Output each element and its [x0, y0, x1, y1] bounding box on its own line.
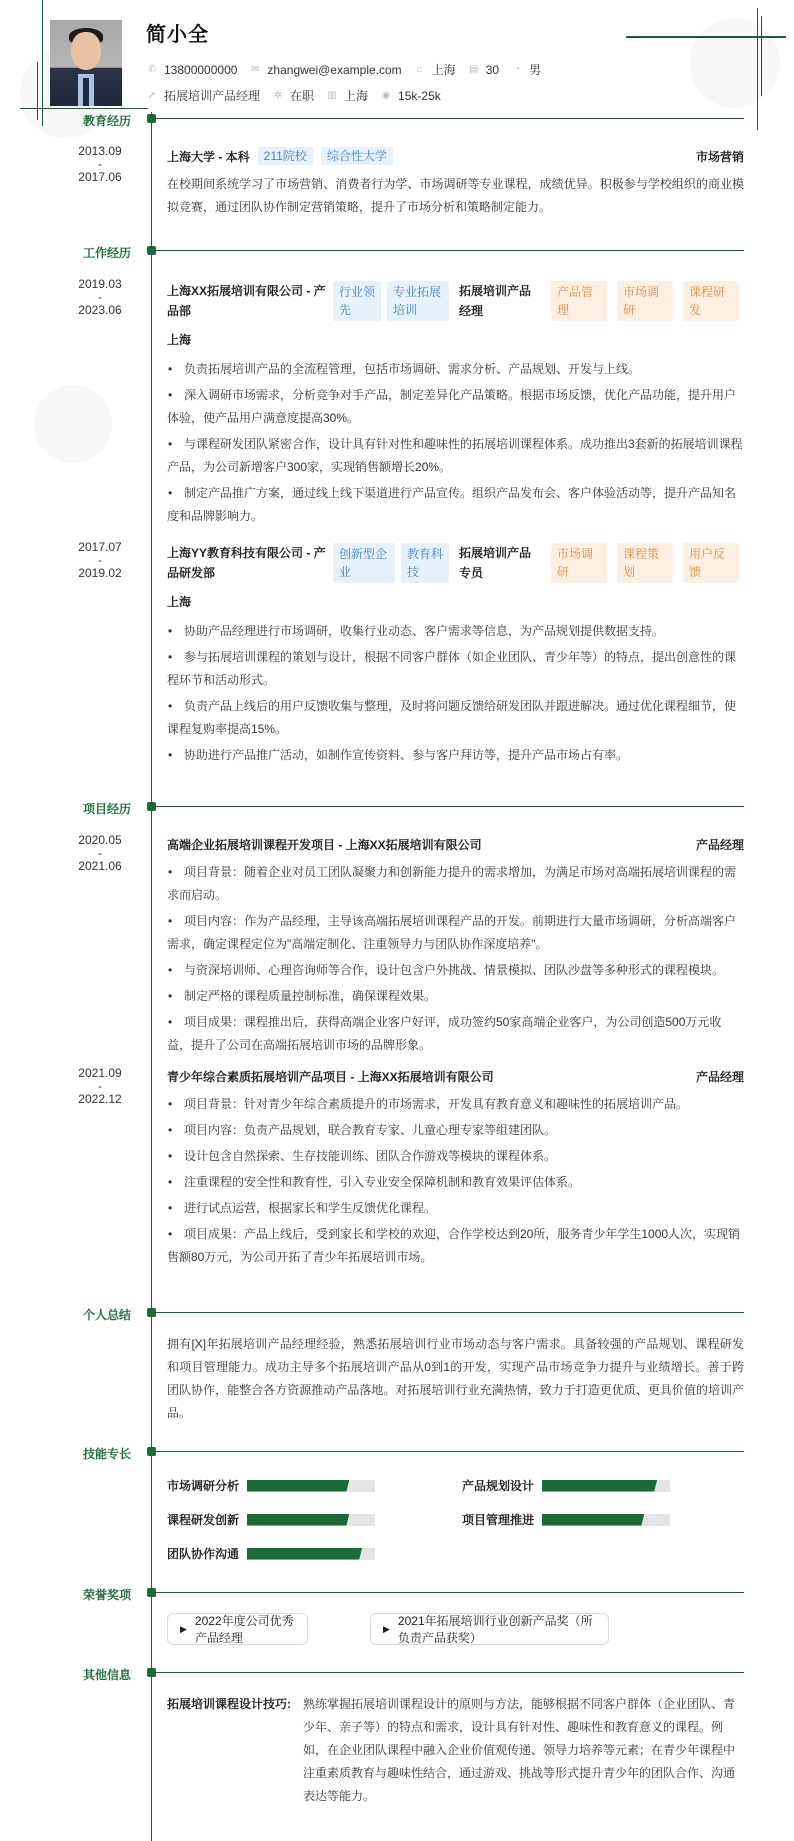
work-entry: [167, 543, 744, 770]
email-value[interactable]: zhangwei@example.com: [267, 62, 402, 77]
decorative-circle: [690, 18, 780, 108]
skill-item: [462, 1477, 670, 1494]
list-item: • 项目背景：随着企业对员工团队凝聚力和创新能力提升的需求增加，为满足市场对高端拓展培训课程的需求而启动。: [167, 861, 744, 907]
list-item: • 协助产品经理进行市场调研，收集行业动态、客户需求等信息，为产品规划提供数据支持。: [167, 620, 744, 643]
skill-tag: 产品管理: [551, 281, 607, 321]
school-name: 上海大学 - 本科: [167, 150, 250, 164]
decorative-line: [761, 16, 762, 96]
building-icon: ▥: [327, 90, 337, 101]
section-divider: [154, 1592, 744, 1593]
status-value: 在职: [290, 89, 315, 103]
work-date: 2017.07 - 2019.02: [78, 540, 122, 580]
job-title: 拓展培训产品专员: [459, 546, 532, 580]
list-item: • 参与拓展培训课程的策划与设计，根据不同客户群体（如企业团队、青少年等）的特点，提出创意性的课程环节和活动形式。: [167, 646, 744, 692]
money-icon: ◉: [381, 90, 391, 101]
award-badge: [370, 1613, 609, 1645]
list-item: • 制定严格的课程质量控制标准，确保课程效果。: [167, 985, 744, 1008]
list-item: • 进行试点运营，根据家长和学生反馈优化课程。: [167, 1197, 744, 1220]
skill-name: 产品规划设计: [462, 1479, 535, 1493]
project-bullets: [167, 1093, 744, 1269]
status-icon: ✲: [273, 90, 283, 101]
company-tag: 教育科技: [401, 543, 449, 583]
major: 市场营销: [695, 150, 744, 164]
project-date: 2021.09 - 2022.12: [78, 1066, 122, 1106]
list-item: • 项目成果：课程推出后，获得高端企业客户好评，成功签约50家高端企业客户，为公司创造500万元收益，提升了公司在高端拓展培训市场的品牌形象。: [167, 1011, 744, 1057]
target-position-value: 拓展培训产品经理: [164, 89, 261, 103]
skill-bar: [247, 1514, 375, 1526]
school-tag: 211院校: [258, 147, 313, 165]
other-info-item: [167, 1693, 744, 1808]
salary-value: 15k-25k: [398, 88, 441, 103]
decorative-line: [20, 108, 148, 109]
list-item: • 与资深培训师、心理咨询师等合作，设计包含户外挑战、情景模拟、团队沙盘等多种形式的课程模块。: [167, 959, 744, 982]
project-name: 青少年综合素质拓展培训产品项目 - 上海XX拓展培训有限公司: [167, 1070, 494, 1084]
skill-tag: 课程研发: [683, 281, 739, 321]
skill-item: [462, 1511, 670, 1528]
skill-bar: [542, 1514, 670, 1526]
list-item: • 设计包含自然探索、生存技能训练、团队合作游戏等模块的课程体系。: [167, 1145, 744, 1168]
summary-text: 拥有[X]年拓展培训产品经理经验，熟悉拓展培训行业市场动态与客户需求。具备较强的产品规划、课程研发和项目管理能力。成功主导多个拓展培训产品从0到1的开发，实现产品市场竞争力提升与业绩增长。善于跨团队协作，能整合各方资源推动产品落地。对拓展培训行业充满热情，致力于打造更优质、更具价值的培训产品。: [167, 1337, 744, 1420]
list-item: • 负责拓展培训产品的全流程管理，包括市场调研、需求分析、产品规划、开发与上线。: [167, 358, 744, 381]
project-date: 2020.05 - 2021.06: [78, 833, 122, 873]
job-title: 拓展培训产品经理: [459, 284, 532, 318]
project-role: 产品经理: [695, 1070, 744, 1084]
skill-bar: [247, 1480, 375, 1492]
project-entry: [167, 1067, 744, 1272]
section-title-projects: 项目经历: [82, 802, 131, 816]
phone-value: 13800000000: [164, 62, 238, 77]
section-title-work: 工作经历: [82, 246, 131, 260]
section-divider: [154, 1312, 744, 1313]
job-intent-row: [146, 87, 453, 104]
gender-value: 男: [529, 63, 542, 77]
list-item: • 协助进行产品推广活动，如制作宣传资料、参与客户拜访等，提升产品市场占有率。: [167, 744, 744, 767]
timeline-axis: [151, 112, 152, 1841]
decorative-circle: [34, 385, 112, 463]
section-title-skills: 技能专长: [82, 1447, 131, 1461]
work-location: 上海: [167, 595, 192, 609]
send-icon: ➚: [147, 90, 157, 101]
award-label: 2022年度公司优秀产品经理: [194, 1614, 294, 1645]
list-item: • 项目背景：针对青少年综合素质提升的市场需求，开发具有教育意义和趣味性的拓展培训产品。: [167, 1093, 744, 1116]
section-divider: [154, 1672, 744, 1673]
company-name: 上海XX拓展培训有限公司 - 产品部: [167, 284, 326, 318]
calendar-icon: ▤: [468, 64, 479, 75]
skill-item: [167, 1477, 375, 1494]
mail-icon: ✉: [251, 64, 260, 75]
other-info-label: 拓展培训课程设计技巧:: [167, 1697, 291, 1711]
triangle-icon: ▶: [383, 1623, 390, 1634]
list-item: • 深入调研市场需求，分析竞争对手产品，制定差异化产品策略。根据市场反馈，优化产品功能，提升用户体验，使产品用户满意度提高30%。: [167, 384, 744, 430]
education-date: 2013.09 - 2017.06: [78, 144, 122, 184]
company-tag: 创新型企业: [333, 543, 395, 583]
list-item: • 项目成果：产品上线后，受到家长和学校的欢迎，合作学校达到20所，服务青少年学生1000人次，实现销售额80万元，为公司开拓了青少年拓展培训市场。: [167, 1223, 744, 1269]
school-tag: 综合性大学: [321, 147, 393, 165]
section-title-other: 其他信息: [82, 1668, 131, 1682]
skill-tag: 用户反馈: [683, 543, 739, 583]
decorative-line: [757, 8, 758, 130]
list-item: • 与课程研发团队紧密合作，设计具有针对性和趣味性的拓展培训课程体系。成功推出3套新的拓展培训课程产品，为公司新增客户300家，实现销售额增长20%。: [167, 433, 744, 479]
project-entry: [167, 835, 744, 1060]
skill-name: 团队协作沟通: [167, 1547, 240, 1561]
company-name: 上海YY教育科技有限公司 - 产品研发部: [167, 546, 326, 580]
other-info-value: 熟练掌握拓展培训课程设计的原则与方法，能够根据不同客户群体（企业团队、青少年、亲子等）的特点和需求，设计具有针对性、趣味性和教育意义的课程。例如，在企业团队课程中融入企业价值观传递、领导力培养等元素；在青少年课程中注重素质教育与趣味性结合，通过游戏、挑战等形式提升青少年的团队合作、沟通表达等能力。: [303, 1697, 736, 1803]
work-location: 上海: [167, 333, 192, 347]
project-bullets: [167, 861, 744, 1057]
phone-icon: ✆: [147, 64, 157, 75]
award-label: 2021年拓展培训行业创新产品奖（所负责产品获奖）: [397, 1614, 593, 1645]
work-entry: [167, 281, 744, 531]
skill-name: 项目管理推进: [462, 1513, 535, 1527]
section-divider: [154, 118, 744, 119]
section-divider: [154, 806, 744, 807]
skill-tag: 课程策划: [617, 543, 673, 583]
skill-bar: [542, 1480, 670, 1492]
section-title-education: 教育经历: [82, 114, 131, 128]
skill-tag: 市场调研: [617, 281, 673, 321]
project-role: 产品经理: [695, 838, 744, 852]
skill-item: [167, 1545, 375, 1562]
gender-icon: ◔: [514, 64, 521, 75]
target-city-value: 上海: [344, 89, 369, 103]
list-item: • 项目内容：作为产品经理，主导该高端拓展培训课程产品的开发。前期进行大量市场调研，分析高端客户需求，确定课程定位为"高端定制化、注重领导力与团队协作深度培养"。: [167, 910, 744, 956]
work-bullets: [167, 358, 744, 528]
section-title-awards: 荣誉奖项: [82, 1588, 131, 1602]
education-entry: [167, 147, 744, 219]
list-item: • 负责产品上线后的用户反馈收集与整理，及时将问题反馈给研发团队并跟进解决。通过优化课程细节，使课程复购率提高15%。: [167, 695, 744, 741]
city-value: 上海: [431, 63, 456, 77]
work-date: 2019.03 - 2023.06: [78, 277, 122, 317]
section-divider: [154, 1451, 744, 1452]
age-value: 30: [485, 62, 500, 77]
skill-bar: [247, 1548, 375, 1560]
skill-name: 课程研发创新: [167, 1513, 240, 1527]
skill-item: [167, 1511, 375, 1528]
triangle-icon: ▶: [180, 1623, 187, 1634]
education-description: 在校期间系统学习了市场营销、消费者行为学、市场调研等专业课程，成绩优异。积极参与学校组织的商业模拟竞赛，通过团队协作制定营销策略，提升了市场分析和策略制定能力。: [167, 177, 744, 214]
candidate-name: 简小全: [146, 24, 209, 46]
skill-name: 市场调研分析: [167, 1479, 240, 1493]
work-bullets: [167, 620, 744, 767]
decorative-line: [626, 36, 786, 38]
profile-photo: [50, 20, 122, 106]
home-icon: ⌂: [416, 64, 423, 75]
decorative-line: [37, 62, 38, 120]
skill-tag: 市场调研: [551, 543, 607, 583]
list-item: • 注重课程的安全性和教育性，引入专业安全保障机制和教育效果评估体系。: [167, 1171, 744, 1194]
company-tag: 行业领先: [333, 281, 381, 321]
section-title-summary: 个人总结: [82, 1308, 131, 1322]
list-item: • 项目内容：负责产品规划，联合教育专家、儿童心理专家等组建团队。: [167, 1119, 744, 1142]
contact-row: [146, 61, 553, 78]
project-name: 高端企业拓展培训课程开发项目 - 上海XX拓展培训有限公司: [167, 838, 482, 852]
section-divider: [154, 250, 744, 251]
award-badge: [167, 1613, 308, 1645]
list-item: • 制定产品推广方案，通过线上线下渠道进行产品宣传。组织产品发布会、客户体验活动等，提升产品知名度和品牌影响力。: [167, 482, 744, 528]
company-tag: 专业拓展培训: [387, 281, 449, 321]
